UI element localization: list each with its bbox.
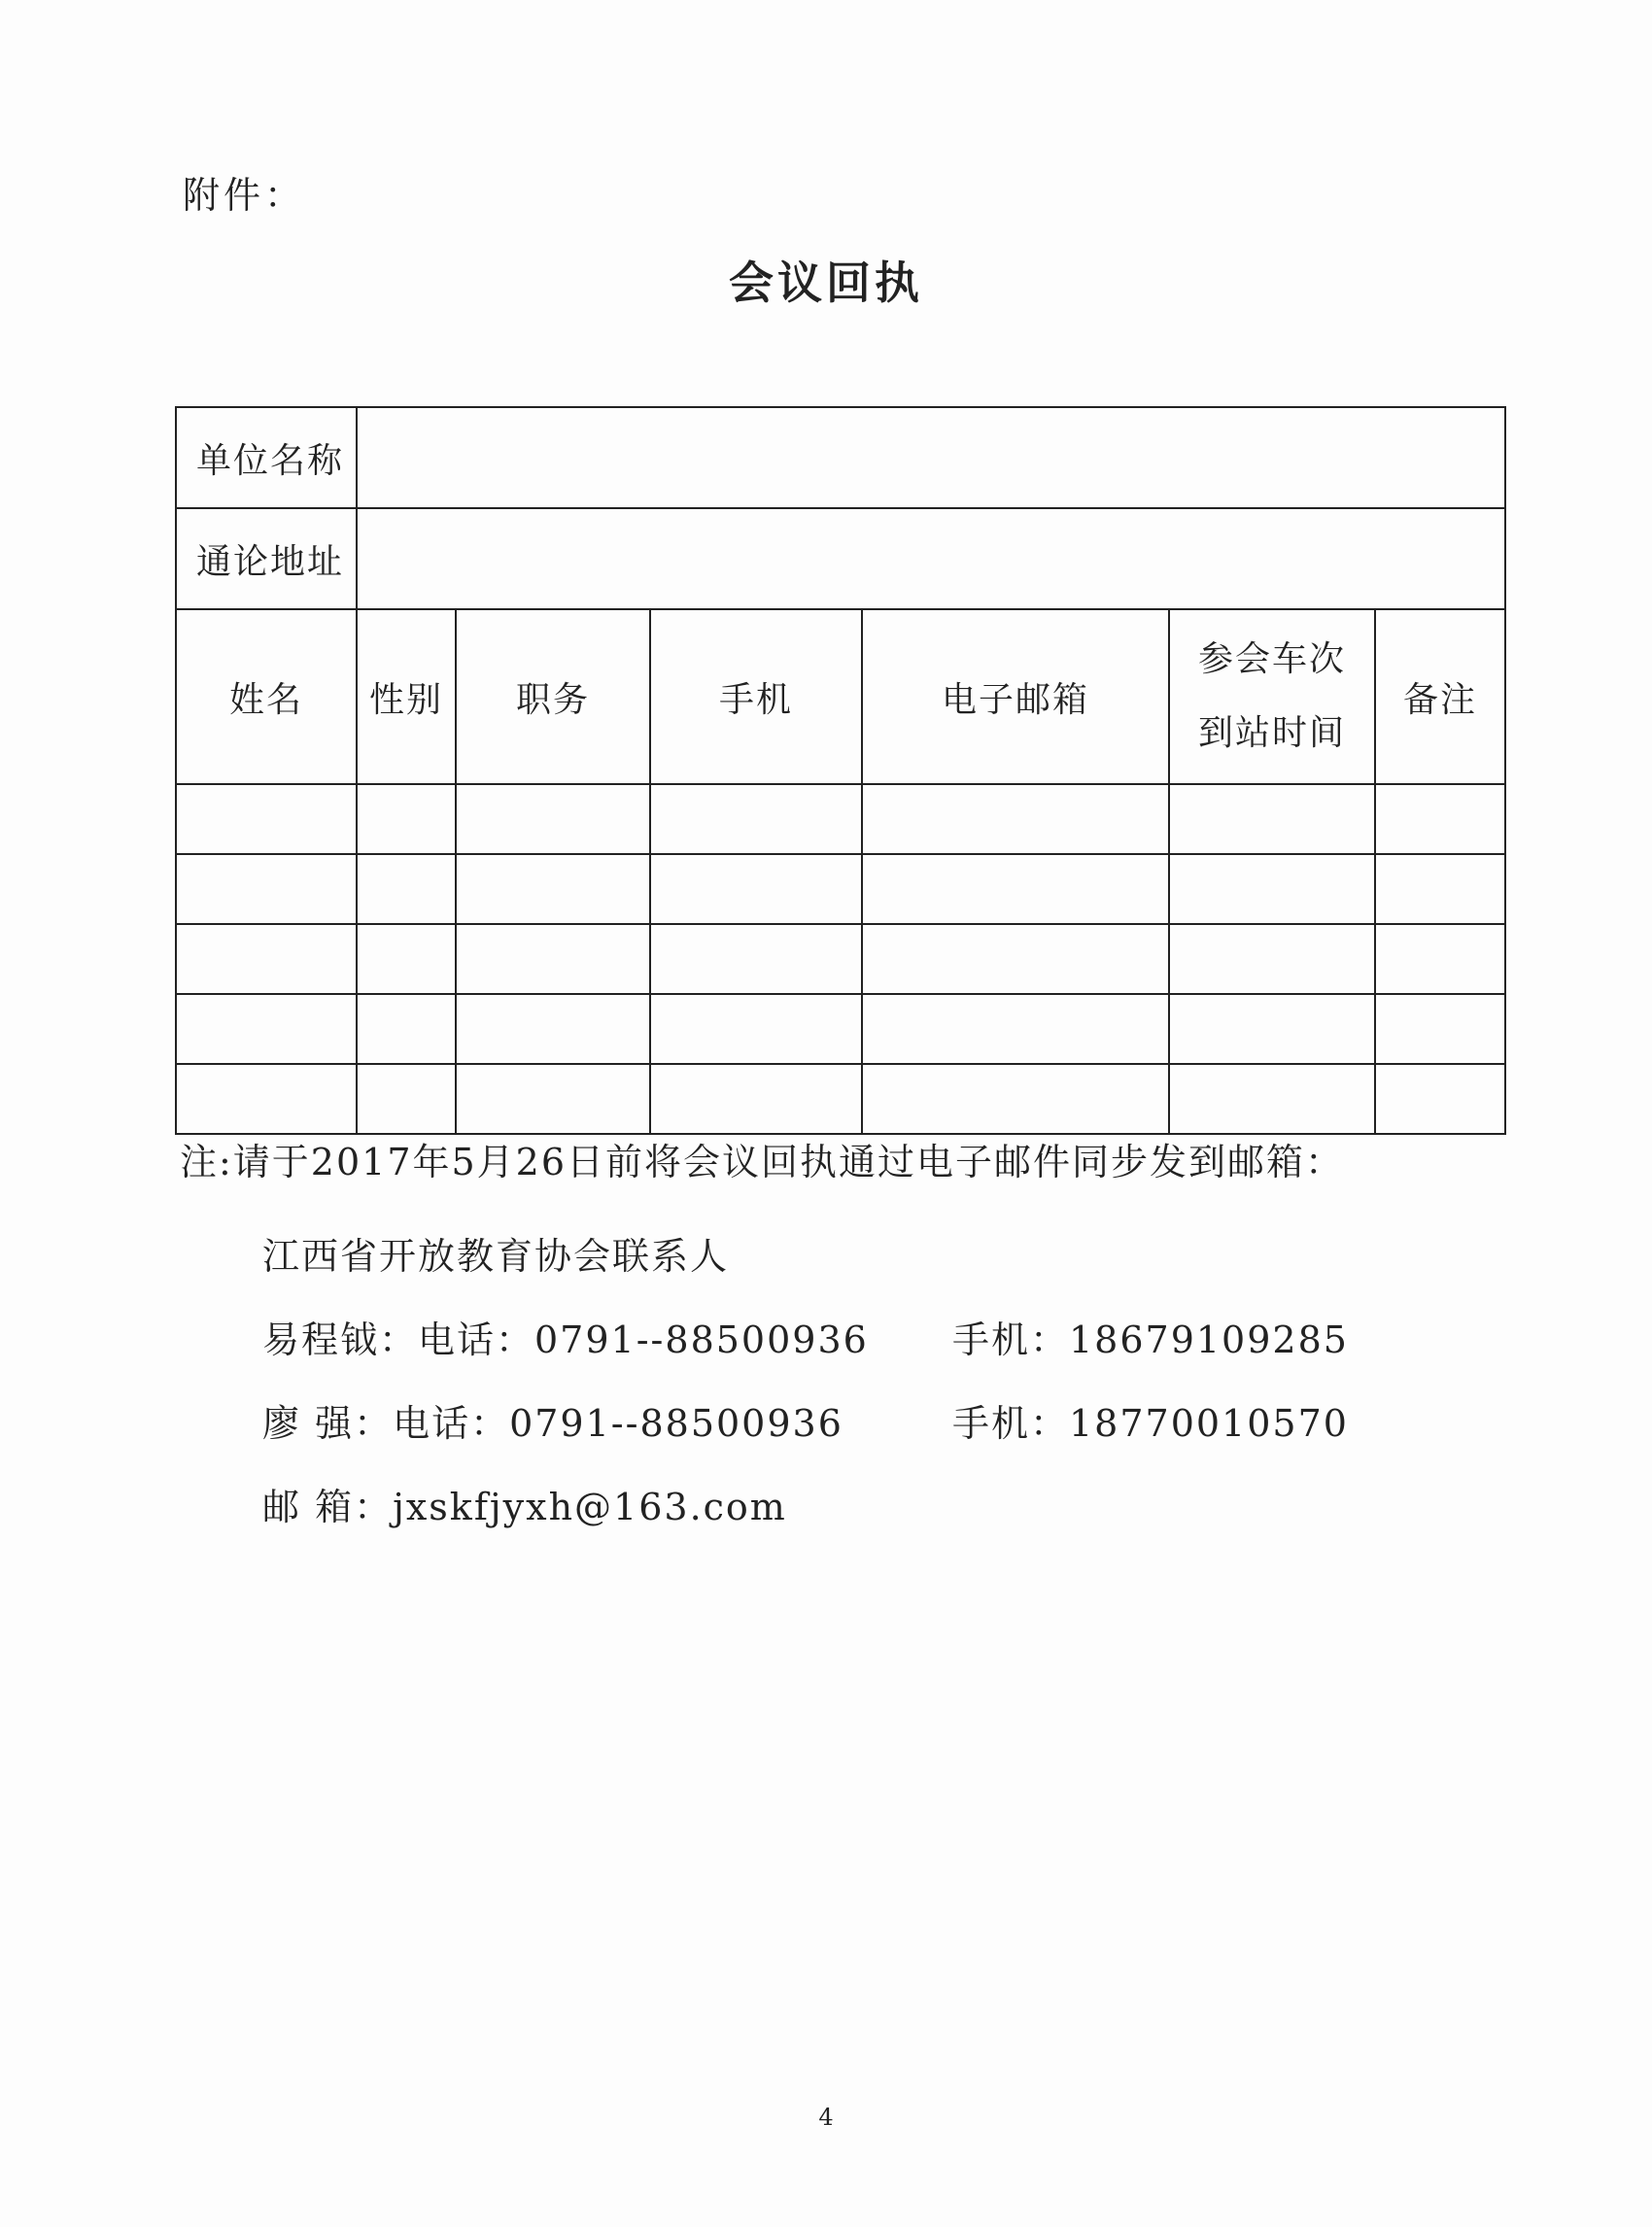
cell-gender[interactable] (357, 854, 456, 924)
cell-remarks[interactable] (1375, 1064, 1505, 1134)
header-arrival (1169, 609, 1375, 784)
address-row (176, 508, 1505, 609)
cell-name[interactable] (176, 854, 357, 924)
page-title: 会议回执 (729, 257, 923, 309)
unit-name-label: 单位名称 (176, 407, 357, 508)
contact-1-phone: 易程钺：电话：0791--88500936 (262, 1319, 869, 1361)
table-row (176, 854, 1505, 924)
cell-name[interactable] (176, 994, 357, 1064)
header-arrival-line1: 参会车次 (1197, 639, 1346, 679)
header-position: 职务 (456, 609, 650, 784)
cell-email[interactable] (862, 924, 1169, 994)
contact-email-line: 邮 箱：jxskfjyxh@163.com (262, 1486, 787, 1528)
unit-name-row (176, 407, 1505, 508)
cell-position[interactable] (456, 994, 650, 1064)
cell-name[interactable] (176, 784, 357, 854)
cell-arrival[interactable] (1169, 924, 1375, 994)
note-block (180, 1132, 1344, 1185)
contact-2-phone: 廖 强：电话：0791--88500936 (262, 1402, 843, 1445)
cell-remarks[interactable] (1375, 854, 1505, 924)
page-number: 4 (818, 2104, 834, 2131)
header-mobile: 手机 (650, 609, 862, 784)
address-field[interactable] (357, 508, 1505, 609)
address-label: 通论地址 (176, 508, 357, 609)
cell-gender[interactable] (357, 1064, 456, 1134)
header-arrival-line2: 到站时间 (1197, 713, 1346, 753)
header-gender: 性别 (357, 609, 456, 784)
cell-name[interactable] (176, 1064, 357, 1134)
reply-form-table (175, 406, 1506, 1135)
cell-arrival[interactable] (1169, 1064, 1375, 1134)
cell-position[interactable] (456, 784, 650, 854)
cell-position[interactable] (456, 1064, 650, 1134)
cell-position[interactable] (456, 924, 650, 994)
cell-email[interactable] (862, 1064, 1169, 1134)
cell-email[interactable] (862, 994, 1169, 1064)
table-row (176, 1064, 1505, 1134)
table-row (176, 994, 1505, 1064)
attachment-label: 附件： (183, 174, 306, 217)
unit-name-field[interactable] (357, 407, 1505, 508)
cell-arrival[interactable] (1169, 994, 1375, 1064)
cell-mobile[interactable] (650, 994, 862, 1064)
cell-email[interactable] (862, 784, 1169, 854)
cell-mobile[interactable] (650, 784, 862, 854)
cell-name[interactable] (176, 924, 357, 994)
cell-arrival[interactable] (1169, 854, 1375, 924)
cell-arrival[interactable] (1169, 784, 1375, 854)
note-text: 注:请于2017年5月26日前将会议回执通过电子邮件同步发到邮箱： (180, 1141, 1345, 1183)
header-remarks: 备注 (1375, 609, 1505, 784)
header-email: 电子邮箱 (862, 609, 1169, 784)
cell-remarks[interactable] (1375, 924, 1505, 994)
cell-mobile[interactable] (650, 1064, 862, 1134)
table-row (176, 924, 1505, 994)
cell-remarks[interactable] (1375, 784, 1505, 854)
table-row (176, 784, 1505, 854)
cell-mobile[interactable] (650, 854, 862, 924)
cell-mobile[interactable] (650, 924, 862, 994)
table-header-row (176, 609, 1505, 784)
contact-2-mobile: 手机：18770010570 (952, 1402, 1349, 1445)
cell-position[interactable] (456, 854, 650, 924)
contact-1-mobile: 手机：18679109285 (952, 1319, 1349, 1361)
header-name: 姓名 (176, 609, 357, 784)
cell-email[interactable] (862, 854, 1169, 924)
cell-gender[interactable] (357, 784, 456, 854)
contact-person-1 (262, 1298, 1349, 1382)
cell-gender[interactable] (357, 924, 456, 994)
cell-remarks[interactable] (1375, 994, 1505, 1064)
contacts-block (262, 1215, 1349, 1549)
contact-org-line: 江西省开放教育协会联系人 (262, 1235, 730, 1278)
cell-gender[interactable] (357, 994, 456, 1064)
contact-person-2 (262, 1382, 1349, 1465)
